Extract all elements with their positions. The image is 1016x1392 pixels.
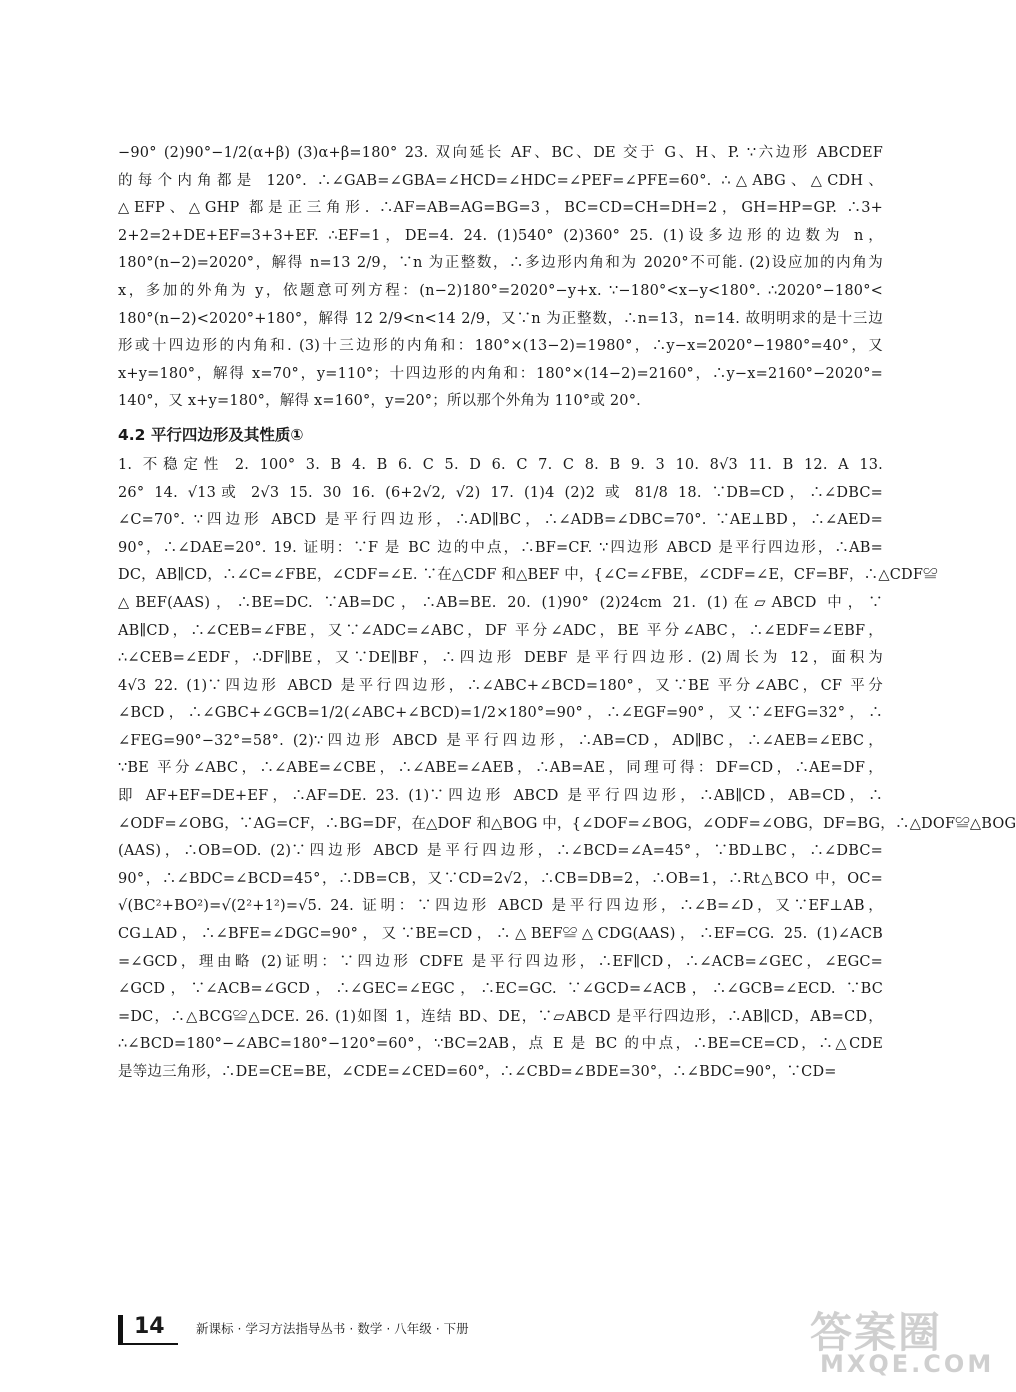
text-line: 形或十四边形的内角和. (3)十三边形的内角和：180°×(13−2)=1980°，∴y−x=2020°−1980°=40°，又: [118, 338, 883, 355]
text-line: √(BC²+BO²)=√(2²+1²)=√5. 24. 证明：∵四边形 ABCD 是平行四边形，∴∠B=∠D，又∵EF⊥AB，: [118, 898, 883, 915]
page-footer: [118, 1313, 538, 1345]
text-line: (AAS)，∴OB=OD. (2)∵四边形 ABCD 是平行四边形，∴∠BCD=∠A=45°，∵BD⊥BC，∴∠DBC=: [118, 843, 883, 860]
page-number: 14: [134, 1314, 165, 1339]
text-line: 180°(n−2)<2020°+180°，解得 12 2/9<n<14 2/9，又∵n 为正整数，∴n=13，n=14. 故明明求的是十三边: [118, 310, 883, 327]
text-line: =DC，∴△BCG≌△DCE. 26. (1)如图 1，连结 BD、DE，∵▱ABCD 是平行四边形，∴AB∥CD，AB=CD，: [118, 1008, 883, 1025]
footer-underline: [118, 1343, 178, 1345]
text-line: ∠BCD，∴∠GBC+∠GCB=1/2(∠ABC+∠BCD)=1/2×180°=90°，∴∠EGF=90°，又∵∠EFG=32°，∴: [118, 705, 883, 722]
book-series-title: 新课标 · 学习方法指导丛书 · 数学 · 八年级 · 下册: [196, 1321, 469, 1336]
text-line: 4√3 22. (1)∵四边形 ABCD 是平行四边形，∴∠ABC+∠BCD=180°，又∵BE 平分∠ABC，CF 平分: [118, 677, 883, 694]
watermark-text: 答案圈: [810, 1308, 943, 1357]
text-line: −90° (2)90°−1/2(α+β) (3)α+β=180° 23. 双向延长 AF、BC、DE 交于 G、H、P. ∵六边形 ABCDEF: [118, 145, 883, 161]
page-content: [118, 140, 1016, 1087]
text-line: ∵BE 平分∠ABC，∴∠ABE=∠CBE，∴∠ABE=∠AEB，∴AB=AE，同理可得：DF=CD，∴AE=DF，: [118, 760, 883, 777]
text-line: ∠FEG=90°−32°=58°. (2)∵四边形 ABCD 是平行四边形，∴AB=CD，AD∥BC，∴∠AEB=∠EBC，: [118, 732, 883, 749]
text-line: x，多加的外角为 y，依题意可列方程：(n−2)180°=2020°−y+x. ∵−180°<x−y<180°. ∴2020°−180°<: [118, 282, 883, 299]
text-line: ∠ODF=∠OBG，∵AG=CF，∴BG=DF，在△DOF 和△BOG 中，{∠DOF=∠BOG，∠ODF=∠OBG，DF=BG，∴△DOF≌△BOG: [118, 815, 1016, 832]
text-line: ∴∠CEB=∠EDF，∴DF∥BE，又∵DE∥BF，∴四边形 DEBF 是平行四边形. (2)周长为 12，面积为: [118, 650, 883, 667]
text-line: 是等边三角形，∴DE=CE=BE，∠CDE=∠CED=60°，∴∠CBD=∠BDE=30°，∴∠BDC=90°，∵CD=: [118, 1064, 837, 1080]
text-line: 140°，又 x+y=180°，解得 x=160°，y=20°；所以那个外角为 110°或 20°.: [118, 393, 641, 410]
text-line: ∠C=70°. ∵四边形 ABCD 是平行四边形，∴AD∥BC，∴∠ADB=∠DBC=70°. ∵AE⊥BD，∴∠AED=: [118, 512, 883, 529]
text-line: =∠GCD，理由略 (2)证明：∵四边形 CDFE 是平行四边形，∴EF∥CD，∴∠ACB=∠GEC，∠EGC=: [118, 953, 883, 970]
text-line: △BEF(AAS)，∴BE=DC. ∵AB=DC，∴AB=BE. 20. (1)90° (2)24cm 21. (1)在▱ABCD 中，∵: [118, 594, 883, 611]
text-line: 1. 不稳定性 2. 100° 3. B 4. B 6. C 5. D 6. C 7. C 8. B 9. 3 10. 8√3 11. B 12. A 13.: [118, 456, 883, 473]
section-heading: 4.2 平行四边形及其性质①: [118, 425, 304, 444]
text-line: ∴∠BCD=180°−∠ABC=180°−120°=60°，∵BC=2AB，点 E 是 BC 的中点，∴BE=CE=CD，∴△CDE: [118, 1036, 883, 1053]
text-line: 的每个内角都是 120°. ∴∠GAB=∠GBA=∠HCD=∠HDC=∠PEF=∠PFE=60°. ∴△ABG、△CDH、: [118, 172, 883, 189]
watermark-url: MXQE.COM: [820, 1350, 995, 1378]
text-line: 90°，∴∠BDC=∠BCD=45°，∴DB=CB，又∵CD=2√2，∴CB=DB=2，∴OB=1，∴Rt△BCO 中，OC=: [118, 870, 883, 887]
text-line: 90°，∴∠DAE=20°. 19. 证明：∵F 是 BC 边的中点，∴BF=CF. ∵四边形 ABCD 是平行四边形，∴AB=: [118, 539, 883, 556]
text-line: △EFP、△GHP 都是正三角形. ∴AF=AB=AG=BG=3，BC=CD=CH=DH=2，GH=HP=GP. ∴3+: [118, 200, 883, 217]
text-line: 180°(n−2)=2020°，解得 n=13 2/9，∵n 为正整数，∴多边形内角和为 2020°不可能. (2)设应加的内角为: [118, 255, 883, 272]
watermark-logo: [800, 1300, 995, 1385]
text-line: x+y=180°，解得 x=70°，y=110°；十四边形的内角和：180°×(14−2)=2160°，∴y−x=2160°−2020°=: [118, 365, 883, 382]
text-line: 26° 14. √13或 2√3 15. 30 16. (6+2√2, √2) 17. (1)4 (2)2 或 81/8 18. ∵DB=CD，∴∠DBC=: [118, 484, 883, 501]
section-previous-answers: [118, 140, 883, 416]
text-line: 2+2=2+DE+EF=3+3+EF. ∴EF=1，DE=4. 24. (1)540° (2)360° 25. (1)设多边形的边数为 n，: [118, 227, 883, 244]
text-line: CG⊥AD，∴∠BFE=∠DGC=90°，又∵BE=CD，∴△BEF≌△CDG(AAS)，∴EF=CG. 25. (1)∠ACB: [118, 926, 883, 943]
footer-bar: [118, 1315, 123, 1345]
text-line: 即 AF+EF=DE+EF，∴AF=DE. 23. (1)∵四边形 ABCD 是平行四边形，∴AB∥CD，AB=CD，∴: [118, 788, 883, 805]
text-line: ∠GCD，∵∠ACB=∠GCD，∴∠GEC=∠EGC，∴EC=GC. ∵∠GCD=∠ACB，∴∠GCB=∠ECD. ∵BC: [118, 981, 883, 998]
text-line: AB∥CD，∴∠CEB=∠FBE，又∵∠ADC=∠ABC，DF 平分∠ADC，BE 平分∠ABC，∴∠EDF=∠EBF，: [118, 622, 883, 639]
text-line: DC，AB∥CD，∴∠C=∠FBE，∠CDF=∠E. ∵在△CDF 和△BEF 中，{∠C=∠FBE，∠CDF=∠E，CF=BF，∴△CDF≌: [118, 567, 938, 584]
section-4-2-answers: [118, 452, 1016, 1087]
